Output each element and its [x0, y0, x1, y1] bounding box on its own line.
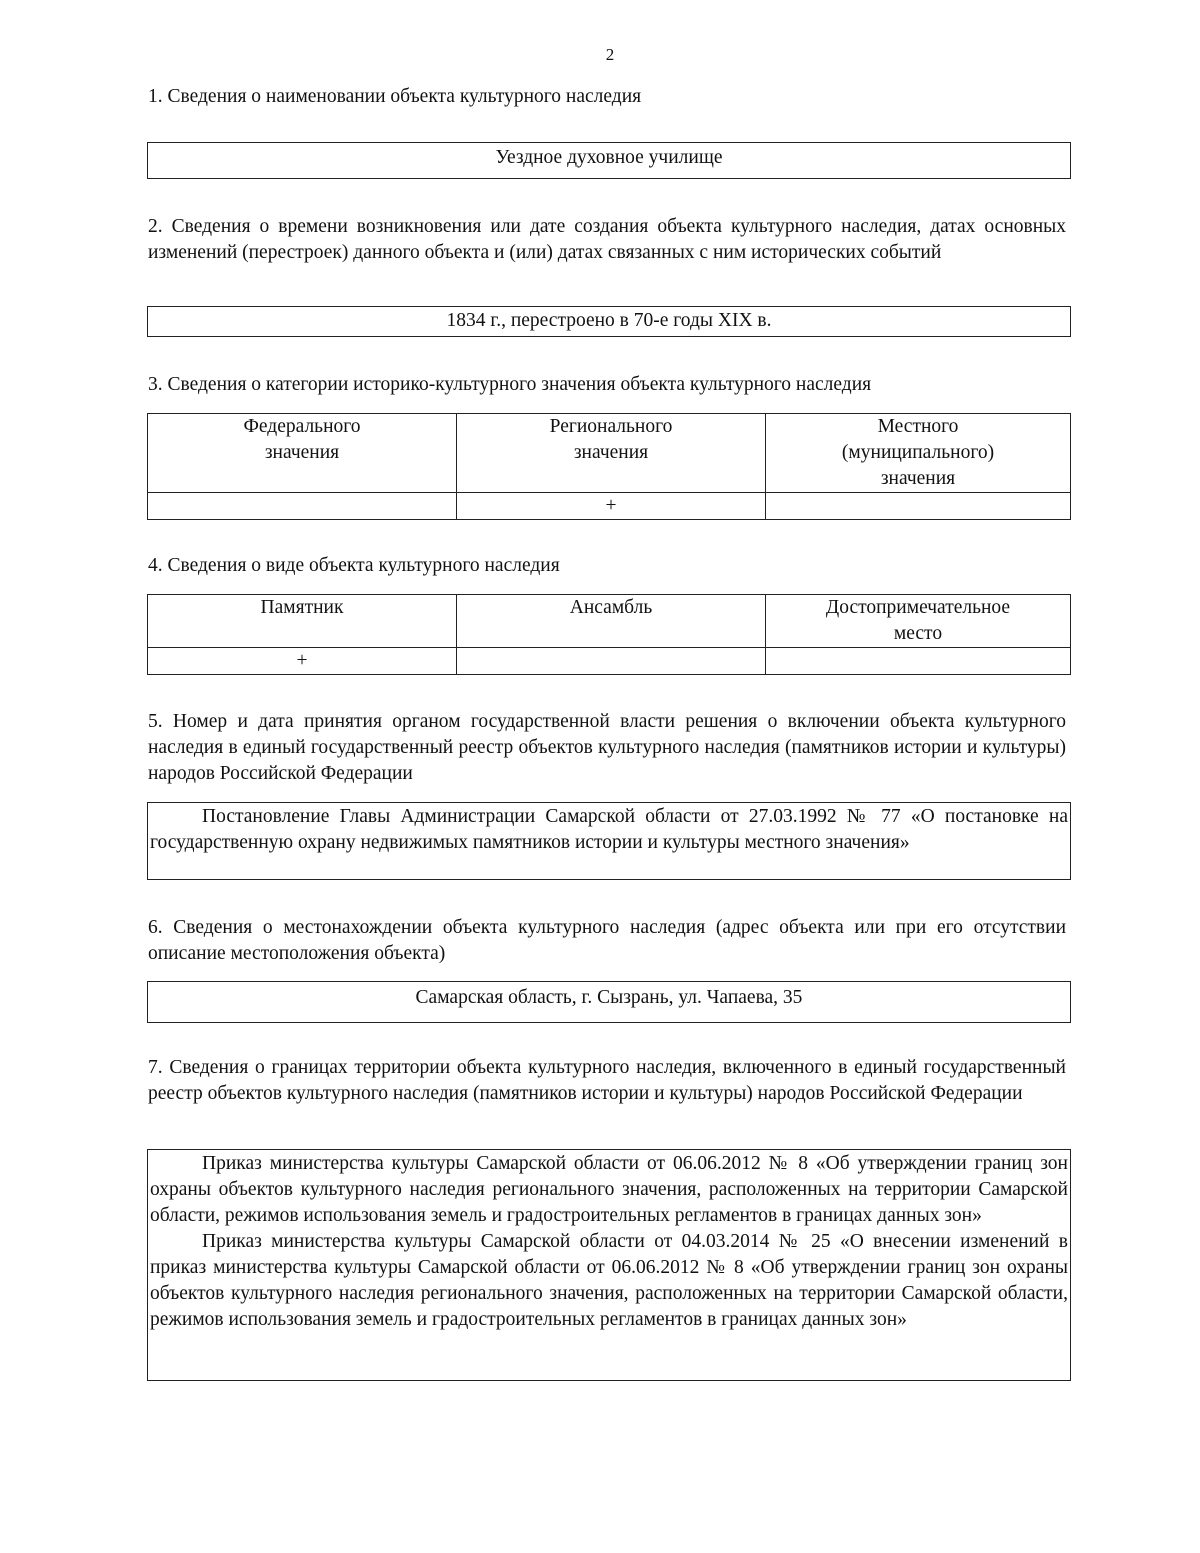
- category-local-line-1: Местного: [877, 416, 959, 437]
- page-number: 2: [605, 45, 615, 64]
- section-5-heading: 5. Номер и дата принятия органом государственной власти решения о включении объекта культурного наследия в единый государственный реестр объектов культурного наследия (памятников истории и культуры) народов Российской Федерации: [148, 711, 1066, 784]
- section-7-heading: 7. Сведения о границах территории объекта культурного наследия, включенного в единый государственный реестр объектов культурного наследия (памятников истории и культуры) народов Российской Федерации: [148, 1057, 1066, 1104]
- type-landmark-line-2: место: [893, 623, 943, 644]
- creation-date-value: 1834 г., перестроено в 70-е годы XIX в.: [446, 310, 772, 331]
- section-1-heading: 1. Сведения о наименовании объекта культурного наследия: [148, 86, 642, 107]
- type-landmark-line-1: Достопримечательное: [825, 597, 1011, 618]
- category-table: [147, 413, 1071, 520]
- category-local-mark: [766, 493, 1071, 520]
- boundary-order-1: Приказ министерства культуры Самарской области от 06.06.2012 № 8 «Об утверждении границ зон охраны объектов культурного наследия регионального значения, расположенных на территории Самарской области, режимов использования земель и градостроительных регламентов в границах данных зон»: [150, 1153, 1068, 1226]
- section-2-heading: 2. Сведения о времени возникновения или дате создания объекта культурного наследия, датах основных изменений (перестроек) данного объекта и (или) датах связанных с ним исторических событий: [148, 216, 1066, 263]
- category-header-row: [148, 414, 1071, 493]
- section-7-box: [147, 1149, 1071, 1381]
- location-value: Самарская область, г. Сызрань, ул. Чапаева, 35: [415, 987, 803, 1008]
- section-1-box: [147, 142, 1071, 179]
- category-federal-mark: [148, 493, 457, 520]
- category-federal-header: [148, 414, 457, 493]
- object-name-value: Уездное духовное училище: [495, 147, 723, 168]
- category-local-line-2: (муниципального): [841, 442, 995, 463]
- type-table: [147, 594, 1071, 675]
- section-6-heading: 6. Сведения о местонахождении объекта культурного наследия (адрес объекта или при его отсутствии описание местоположения объекта): [148, 917, 1066, 964]
- type-landmark-header: [766, 595, 1071, 648]
- type-header-row: [148, 595, 1071, 648]
- category-federal-line-2: значения: [264, 442, 340, 463]
- type-monument-mark: +: [148, 648, 457, 675]
- section-3-heading: 3. Сведения о категории историко-культурного значения объекта культурного наследия: [148, 374, 872, 395]
- type-ensemble-header: [457, 595, 766, 648]
- type-monument-label: Памятник: [260, 597, 344, 618]
- boundary-order-2: Приказ министерства культуры Самарской области от 04.03.2014 № 25 «О внесении изменений в приказ министерства культуры Самарской области от 06.06.2012 № 8 «Об утверждении границ зон охраны объектов культурного наследия регионального значения, расположенных на территории Самарской области, режимов использования земель и градостроительных регламентов в границах данных зон»: [150, 1231, 1068, 1330]
- section-4-heading: 4. Сведения о виде объекта культурного наследия: [148, 555, 560, 576]
- category-local-line-3: значения: [880, 468, 956, 489]
- section-6-box: [147, 981, 1071, 1023]
- registry-decision-value: Постановление Главы Администрации Самарской области от 27.03.1992 № 77 «О постановке на государственную охрану недвижимых памятников истории и культуры местного значения»: [150, 806, 1068, 853]
- category-mark-row: [148, 493, 1071, 520]
- category-local-header: [766, 414, 1071, 493]
- category-regional-mark: +: [457, 493, 766, 520]
- type-mark-row: [148, 648, 1071, 675]
- section-2-box: [147, 306, 1071, 337]
- category-federal-line-1: Федерального: [243, 416, 361, 437]
- type-ensemble-mark: [457, 648, 766, 675]
- type-landmark-mark: [766, 648, 1071, 675]
- category-regional-line-1: Регионального: [549, 416, 673, 437]
- category-regional-header: [457, 414, 766, 493]
- type-monument-header: [148, 595, 457, 648]
- category-regional-line-2: значения: [573, 442, 649, 463]
- section-5-box: [147, 802, 1071, 880]
- type-ensemble-label: Ансамбль: [569, 597, 653, 618]
